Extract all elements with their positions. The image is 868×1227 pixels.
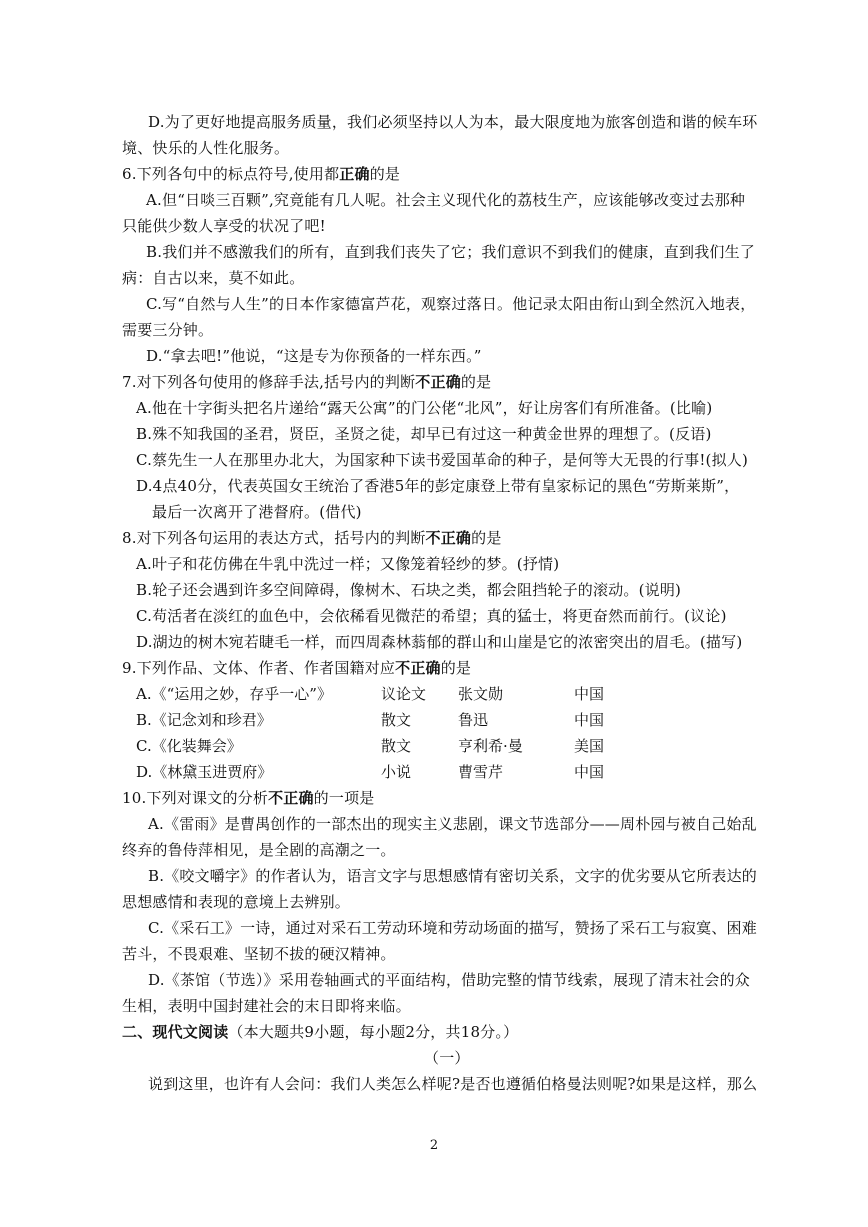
line-text: C.《采石工》一诗，通过对采石工劳动环境和劳动场面的描写，赞扬了采石工与寂寞、困难 [148, 919, 757, 937]
line-text: A.叶子和花仿佛在牛乳中洗过一样；又像笼着轻纱的梦。(抒情) [136, 555, 560, 573]
text-line [148, 866, 757, 886]
country-cell: 中国 [574, 763, 605, 781]
line-text: B.轮子还会遇到许多空间障碍，像树木、石块之类，都会阻挡轮子的滚动。(说明) [136, 581, 682, 599]
line-text: （一） [424, 1049, 470, 1067]
line-text: A.《雷雨》是曹禺创作的一部杰出的现实主义悲剧，课文节选部分——周朴园与被自己始乱 [148, 815, 757, 833]
text-line [136, 424, 712, 444]
line-text: 思想感情和表现的意境上去辨别。 [122, 893, 351, 911]
line-text-tail: （本大题共9小题，每小题2分，共18分。） [228, 1023, 519, 1041]
line-emphasis: 二、现代文阅读 [122, 1023, 229, 1041]
text-line [122, 138, 289, 158]
line-text: 境、快乐的人性化服务。 [122, 139, 290, 157]
text-line [136, 398, 712, 418]
line-text: 7.对下列各句使用的修辞手法,括号内的判断 [122, 373, 416, 391]
line-text: D.4点40分，代表英国女王统治了香港5年的彭定康登上带有皇家标记的黑色“劳斯莱斯”， [136, 477, 740, 495]
text-line [122, 658, 471, 678]
line-text: 病：自古以来，莫不如此。 [122, 269, 305, 287]
text-line [148, 814, 757, 834]
text-line [136, 606, 727, 626]
table-row [136, 710, 636, 730]
work-cell: B.《记念刘和珍君》 [136, 711, 272, 729]
text-line [136, 632, 742, 652]
text-line [136, 554, 559, 574]
text-line [136, 476, 739, 496]
text-line [122, 1022, 518, 1042]
line-text: 9.下列作品、文体、作者、作者国籍对应 [122, 659, 396, 677]
text-line [122, 892, 350, 912]
line-text: A.他在十字街头把名片递给“露天公寓”的门公佬“北风”，好让房客们有所准备。(比喻) [136, 399, 713, 417]
line-text: B.殊不知我国的圣君，贤臣，圣贤之徒，却早已有过这一种黄金世界的理想了。(反语) [136, 425, 712, 443]
text-line [424, 1048, 470, 1068]
work-cell: C.《化装舞会》 [136, 737, 242, 755]
line-text: 终弃的鲁侍萍相见，是全剧的高潮之一。 [122, 841, 396, 859]
line-text: 8.对下列各句运用的表达方式，括号内的判断 [122, 529, 426, 547]
text-line [122, 268, 304, 288]
text-line [122, 372, 491, 392]
text-line [122, 528, 502, 548]
text-line [122, 788, 374, 808]
page-number: 2 [429, 1138, 439, 1153]
text-line [146, 346, 482, 366]
line-emphasis: 正确 [339, 165, 370, 183]
genre-cell: 散文 [381, 737, 412, 755]
line-text-tail: 的一项是 [313, 789, 375, 807]
line-text: 苦斗，不畏艰难、坚韧不拔的硬汉精神。 [122, 945, 396, 963]
text-line [146, 294, 755, 314]
author-cell: 鲁迅 [458, 711, 489, 729]
line-text: 只能供少数人享受的状况了吧! [122, 217, 326, 235]
table-row [136, 762, 636, 782]
line-text: D.湖边的树木宛若睫毛一样，而四周森林蓊郁的群山和山崖是它的浓密突出的眉毛。(描写) [136, 633, 743, 651]
text-line [122, 944, 396, 964]
line-text: 6.下列各句中的标点符号,使用都 [122, 165, 340, 183]
text-line [146, 190, 745, 210]
line-emphasis: 不正确 [425, 529, 472, 547]
genre-cell: 小说 [381, 763, 412, 781]
genre-cell: 散文 [381, 711, 412, 729]
line-text: D.“拿去吧!”他说，“这是专为你预备的一样东西。” [146, 347, 482, 365]
table-row [136, 736, 636, 756]
text-line [148, 918, 757, 938]
text-line [122, 996, 411, 1016]
table-row [136, 684, 636, 704]
line-text: D.为了更好地提高服务质量，我们必须坚持以人为本，最大限度地为旅客创造和谐的候车环 [148, 113, 758, 131]
country-cell: 中国 [574, 711, 605, 729]
author-cell: 亨利希·曼 [458, 737, 523, 755]
country-cell: 美国 [574, 737, 605, 755]
text-line [148, 970, 750, 990]
text-line [148, 1074, 757, 1094]
line-emphasis: 不正确 [415, 373, 461, 391]
line-text: B.我们并不感激我们的所有，直到我们丧失了它；我们意识不到我们的健康，直到我们生了 [146, 243, 755, 261]
text-line [136, 580, 681, 600]
work-cell: A.《“运用之妙，存乎一心”》 [136, 685, 332, 703]
line-text: 需要三分钟。 [122, 321, 214, 339]
line-text: D.《茶馆（节选）》采用卷轴画式的平面结构，借助完整的情节线索，展现了清末社会的众 [148, 971, 750, 989]
text-line [122, 216, 326, 236]
line-text: C.写“自然与人生”的日本作家德富芦花，观察过落日。他记录太阳由衔山到全然沉入地表， [146, 295, 756, 313]
line-text-tail: 的是 [369, 165, 401, 183]
genre-cell: 议论文 [381, 685, 427, 703]
author-cell: 曹雪芹 [458, 763, 504, 781]
author-cell: 张文勋 [458, 685, 504, 703]
line-text-tail: 的是 [440, 659, 472, 677]
country-cell: 中国 [574, 685, 605, 703]
line-text: C.苟活者在淡红的血色中，会依稀看见微茫的希望；真的猛士，将更奋然而前行。(议论) [136, 607, 727, 625]
text-line [122, 320, 213, 340]
line-text: 生相，表明中国封建社会的末日即将来临。 [122, 997, 411, 1015]
text-line [136, 450, 748, 470]
line-text: C.蔡先生一人在那里办北大，为国家种下读书爱国革命的种子，是何等大无畏的行事!(拟人) [136, 451, 749, 469]
line-text: B.《咬文嚼字》的作者认为，语言文字与思想感情有密切关系，文字的优劣要从它所表达的 [148, 867, 757, 885]
line-text: 10.下列对课文的分析 [122, 789, 269, 807]
text-line [122, 164, 400, 184]
text-line [146, 242, 755, 262]
line-text: A.但“日啖三百颗”,究竟能有几人呢。社会主义现代化的荔枝生产，应该能够改变过去那种 [146, 191, 746, 209]
work-cell: D.《林黛玉进贾府》 [136, 763, 273, 781]
line-text-tail: 的是 [471, 529, 502, 547]
text-line [148, 112, 757, 132]
text-line [122, 840, 396, 860]
line-emphasis: 不正确 [268, 789, 314, 807]
line-text: 最后一次离开了港督府。(借代) [152, 503, 362, 521]
line-text: 说到这里，也许有人会问：我们人类怎么样呢?是否也遵循伯格曼法则呢?如果是这样，那么 [148, 1075, 758, 1093]
text-line [152, 502, 362, 522]
line-text-tail: 的是 [460, 373, 492, 391]
line-emphasis: 不正确 [395, 659, 441, 677]
